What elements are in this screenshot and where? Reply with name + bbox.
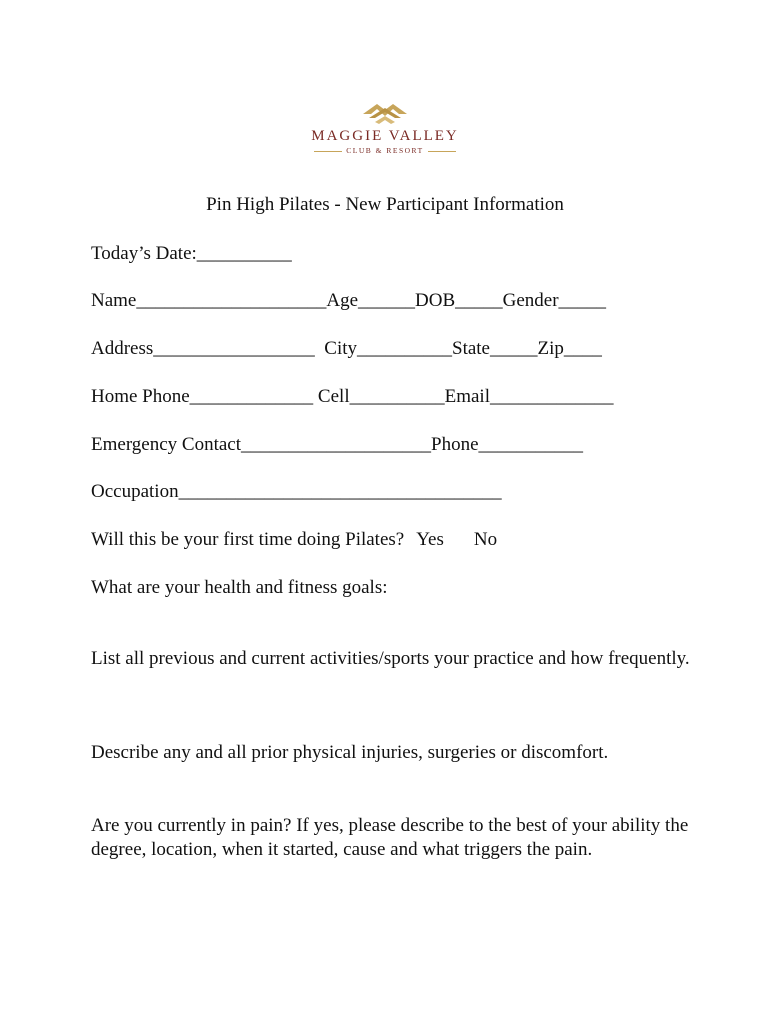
pain-question: Are you currently in pain? If yes, please describe to the best of your ability the degree, location, when it started, cause and what triggers the pain.: [91, 815, 689, 860]
injuries-question: Describe any and all prior physical injuries, surgeries or discomfort.: [91, 742, 609, 763]
first-time-no-option[interactable]: No: [473, 529, 498, 550]
logo-subtitle: CLUB & RESORT: [346, 146, 424, 155]
phone-cell-email-fields[interactable]: Home Phone_____________ Cell__________Email_____________: [91, 386, 614, 407]
mountain-logo-icon: [355, 100, 415, 130]
emergency-contact-fields[interactable]: Emergency Contact____________________Phone___________: [91, 434, 584, 455]
activities-question: List all previous and current activities/sports your practice and how frequently.: [91, 648, 690, 669]
address-city-state-zip-fields[interactable]: Address_________________ City__________State_____Zip____: [91, 338, 602, 359]
first-time-question: [91, 528, 497, 552]
todays-date-field[interactable]: Today’s Date:__________: [91, 243, 292, 264]
goals-question: What are your health and fitness goals:: [91, 577, 388, 598]
logo-rule-right: [428, 151, 456, 152]
form-title: Pin High Pilates - New Participant Information: [206, 194, 564, 215]
logo-name: MAGGIE VALLEY: [311, 128, 459, 144]
name-age-dob-gender-fields[interactable]: Name____________________Age______DOB_____Gender_____: [91, 290, 607, 311]
first-time-yes-option[interactable]: Yes: [416, 529, 444, 550]
occupation-field[interactable]: Occupation__________________________________: [91, 481, 502, 502]
resort-logo: [300, 100, 470, 162]
first-time-question-text: Will this be your first time doing Pilates?: [91, 529, 405, 550]
